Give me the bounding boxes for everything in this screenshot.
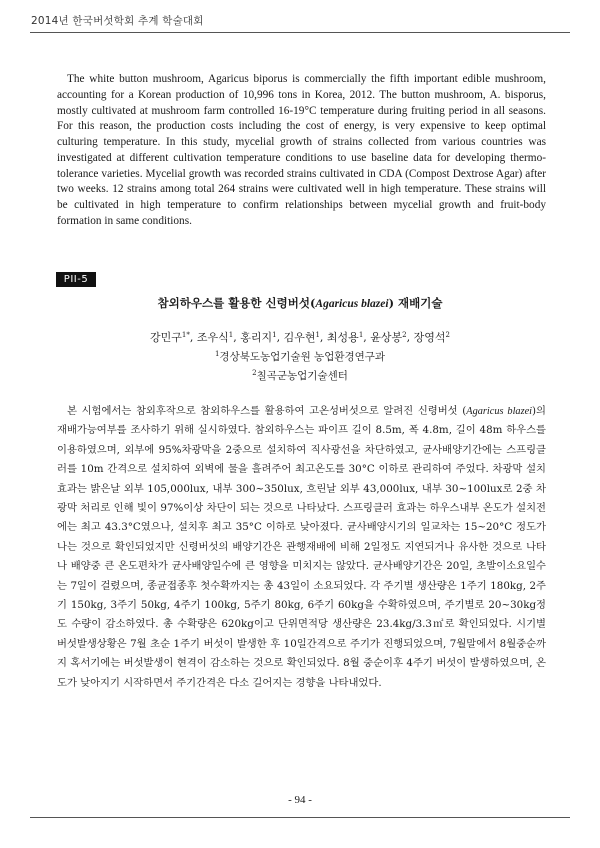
- author: 조우식$^1$: [196, 331, 234, 344]
- author: 윤상봉$^2$: [370, 331, 407, 344]
- korean-abstract-lead: 본 시험에서는 참외후작으로 참외하우스를 활용하여 고온성버섯으로 알려진 신령버섯 (: [67, 405, 467, 417]
- korean-abstract-body: )의 재배가능여부를 조사하기 위해 실시하였다. 참외하우스는 파이프 길이 8.5m, 폭 4.8m, 길이 48m 하우스를 이용하였으며, 외부에 95%차광막을 2중으로 설치하여 직사광선을 차단하였고, 균사배양기간에는 스프링클러를 10m 간격으로 설치하여 외벽에 물을 흘려주어 최고온도를 30°C 이하로 관리하여 주었다. 차광막 설치효과는 밝은날 외부 105,000lux, 내부 300~350lux, 흐린날 외부 43,000lux, 내부 30~100lux로 2중 차광막 처리로 인해 빛이 97%이상 차단이 되는 것으로 나타났다. 스프링클러 효과는 하우스내부 온도가 설치전에는 최고 43.3°C였으나, 설치후 최고 35°C 이하로 낮아졌다. 균사배양시기의 일교차는 15~20°C 정도가 나는 것으로 확인되었지만 신령버섯의 배양기간은 관행재배에 비해 2일정도 지연되거나 유사한 것으로 나타나 배양중 큰 온도편차가 균사배양일수에 큰 영향을 미치지는 않았다. 균사배양기간은 20일, 초발이소요일수는 7일이 걸렸으며, 종균접종후 첫수확까지는 총 43일이 소요되었다. 각 주기별 생산량은 1주기 180kg, 2주기 150kg, 3주기 50kg, 4주기 100kg, 5주기 80kg, 6주기 60kg을 수확하였으며, 주기별로 20~30kg정도 수량이 감소하였다. 총 수확량은 620kg이고 단위면적당 생산량은 23.4kg/3.3㎡로 확인되었다. 시기별 버섯발생상황은 7월 초순 1주기 버섯이 발생한 후 10일간격으로 주기가 진행되었으며, 7월말에서 8월중순까지 혹서기에는 버섯발생이 현격이 감소하는 것으로 확인되었다. 8월 중순이후 4주기 버섯이 발생하였으며, 온도가 낮아지기 시작하면서 주기간격은 다소 길어지는 경향을 나타내었다.: [57, 405, 546, 689]
- affiliation-2: $^2$칠곡군농업기술센터: [252, 369, 348, 382]
- header-divider: [30, 32, 570, 33]
- author: 김우현$^1$: [283, 331, 320, 344]
- title-species-name: Agaricus blazei: [315, 298, 389, 310]
- author: 최성용$^1$: [326, 331, 364, 344]
- author-list: 강민구$^{1*}$, 조우식$^1$, 홍리지$^1$, 김우현$^1$, 최성용$^1$, 윤상봉$^2$, 장영석$^2$: [149, 331, 450, 344]
- affiliation-1: $^1$경상북도농업기술원 농업환경연구과: [214, 350, 386, 363]
- footer-divider: [30, 817, 570, 818]
- korean-abstract: [57, 402, 546, 693]
- author: 홍리지$^1$: [240, 331, 277, 344]
- author: 강민구$^{1*}$: [149, 331, 190, 344]
- page-number: - 94 -: [288, 794, 312, 806]
- author: 장영석$^2$: [413, 331, 450, 344]
- title-text-after: ) 재배기술: [388, 296, 443, 310]
- english-abstract: The white button mushroom, Agaricus biporus is commercially the fifth important edible mushroom, accounting for a Korean production of 10,996 tons in Korea, 2012. The button mushroom, A. bisporus, mostly cultivated at mushroom farm controlled 16-19°C temperature during fruiting period in all seasons. For this reason, the production costs including the cost of energy, is very expensive to keep optimal culturing temperature. In this study, mycelial growth of strains collected from various countries was investigated at different cultivation temperature conditions to use baseline data for developing thermo-tolerance varieties. Mycelial growth was recorded strains cultivated in CDA (Compost Dextrose Agar) after two weeks. 12 strains among total 264 strains were cultivated well in high temperature. These strains will be cultivated in high temperature to confirm relationships between mycelial growth and fruit-body formation in same conditions.: [57, 73, 546, 227]
- paper-title: [0, 295, 600, 311]
- korean-abstract-species: Agaricus blazei: [466, 406, 533, 417]
- title-text-before: 참외하우스를 활용한 신령버섯(: [157, 296, 316, 310]
- running-header: 2014년 한국버섯학회 추계 학술대회: [31, 15, 204, 27]
- session-badge: PII-5: [56, 272, 96, 287]
